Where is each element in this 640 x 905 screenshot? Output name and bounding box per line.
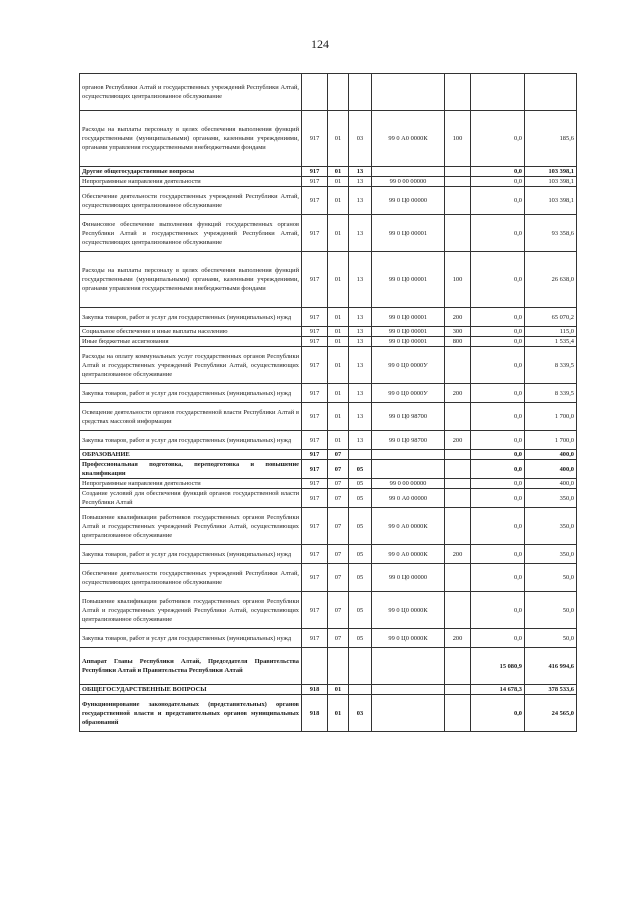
cell-amount-1 — [471, 74, 525, 111]
cell-target-article: 99 0 Ц0 0000К — [372, 592, 445, 629]
cell-name: Закупка товаров, работ и услуг для государственных (муниципальных) нужд — [80, 629, 302, 648]
cell-expense-type: 300 — [445, 327, 471, 337]
cell-target-article: 99 0 Ц0 00001 — [372, 252, 445, 308]
cell-grbs: 917 — [302, 384, 328, 403]
cell-expense-type — [445, 177, 471, 187]
cell-expense-type — [445, 187, 471, 215]
cell-amount-1: 14 678,3 — [471, 685, 525, 695]
cell-target-article: 99 0 А0 0000К — [372, 508, 445, 545]
cell-amount-1: 0,0 — [471, 384, 525, 403]
cell-target-article — [372, 450, 445, 460]
cell-section: 01 — [328, 111, 349, 167]
cell-amount-2: 115,0 — [525, 327, 577, 337]
cell-name: Повышение квалификации работников государственных органов Республики Алтай и государственных учреждений Республики Алтай, осуществляющих централизованное обслуживание — [80, 592, 302, 629]
cell-amount-2: 24 565,0 — [525, 695, 577, 732]
cell-expense-type: 100 — [445, 111, 471, 167]
cell-section: 01 — [328, 685, 349, 695]
cell-name: Создание условий для обеспечения функций органов государственной власти Республики Алтай — [80, 489, 302, 508]
cell-section: 01 — [328, 695, 349, 732]
cell-expense-type — [445, 592, 471, 629]
cell-amount-2: 400,0 — [525, 479, 577, 489]
cell-subsection: 05 — [349, 489, 372, 508]
cell-grbs — [302, 74, 328, 111]
cell-amount-1: 0,0 — [471, 450, 525, 460]
cell-section: 01 — [328, 215, 349, 252]
cell-expense-type — [445, 489, 471, 508]
cell-amount-1: 0,0 — [471, 167, 525, 177]
cell-grbs: 917 — [302, 545, 328, 564]
cell-target-article — [372, 695, 445, 732]
table-row — [80, 347, 577, 384]
cell-grbs: 918 — [302, 695, 328, 732]
cell-name: Непрограммные направления деятельности — [80, 479, 302, 489]
cell-amount-1: 0,0 — [471, 327, 525, 337]
cell-amount-1: 0,0 — [471, 111, 525, 167]
cell-name: ОБЩЕГОСУДАРСТВЕННЫЕ ВОПРОСЫ — [80, 685, 302, 695]
cell-subsection: 13 — [349, 347, 372, 384]
cell-amount-1: 15 080,9 — [471, 648, 525, 685]
cell-grbs: 917 — [302, 564, 328, 592]
cell-target-article: 99 0 Ц0 0000У — [372, 347, 445, 384]
table-row — [80, 592, 577, 629]
table-row — [80, 187, 577, 215]
cell-subsection: 05 — [349, 508, 372, 545]
table-row — [80, 403, 577, 431]
table-row — [80, 431, 577, 450]
cell-section: 01 — [328, 337, 349, 347]
cell-amount-2: 50,0 — [525, 564, 577, 592]
cell-subsection: 05 — [349, 564, 372, 592]
table-row — [80, 327, 577, 337]
cell-target-article: 99 0 Ц0 00000 — [372, 564, 445, 592]
cell-amount-2: 400,0 — [525, 460, 577, 479]
cell-name: Иные бюджетные ассигнования — [80, 337, 302, 347]
cell-grbs: 917 — [302, 629, 328, 648]
table-row — [80, 685, 577, 695]
cell-amount-2: 103 398,1 — [525, 187, 577, 215]
cell-amount-1: 0,0 — [471, 347, 525, 384]
cell-name: Закупка товаров, работ и услуг для государственных (муниципальных) нужд — [80, 545, 302, 564]
table-row — [80, 308, 577, 327]
cell-amount-2: 350,0 — [525, 489, 577, 508]
cell-name: Другие общегосударственные вопросы — [80, 167, 302, 177]
cell-subsection: 13 — [349, 431, 372, 450]
table-row — [80, 450, 577, 460]
cell-name: Профессиональная подготовка, переподготовка и повышение квалификации — [80, 460, 302, 479]
table-row — [80, 460, 577, 479]
cell-expense-type: 200 — [445, 629, 471, 648]
budget-table — [79, 73, 577, 732]
cell-target-article — [372, 685, 445, 695]
cell-name: Расходы на оплату коммунальных услуг государственных органов Республики Алтай и государственных учреждений Республики Алтай, осуществляющих централизованное обслуживание — [80, 347, 302, 384]
cell-subsection: 13 — [349, 187, 372, 215]
cell-amount-1: 0,0 — [471, 460, 525, 479]
cell-amount-2: 8 339,5 — [525, 384, 577, 403]
cell-amount-2: 8 339,5 — [525, 347, 577, 384]
cell-target-article — [372, 460, 445, 479]
cell-section: 07 — [328, 489, 349, 508]
cell-target-article — [372, 648, 445, 685]
cell-subsection: 13 — [349, 384, 372, 403]
cell-subsection: 13 — [349, 308, 372, 327]
cell-target-article: 99 0 Ц0 00001 — [372, 215, 445, 252]
cell-grbs: 917 — [302, 327, 328, 337]
table-row — [80, 177, 577, 187]
cell-amount-2: 50,0 — [525, 629, 577, 648]
cell-grbs — [302, 648, 328, 685]
table-row — [80, 695, 577, 732]
cell-amount-2: 1 700,0 — [525, 403, 577, 431]
cell-amount-2: 378 533,6 — [525, 685, 577, 695]
cell-target-article: 99 0 Ц0 00000 — [372, 187, 445, 215]
table-row — [80, 384, 577, 403]
cell-grbs: 917 — [302, 215, 328, 252]
table-row — [80, 648, 577, 685]
page-number: 124 — [311, 37, 329, 51]
cell-grbs: 917 — [302, 347, 328, 384]
cell-target-article: 99 0 Ц0 00001 — [372, 308, 445, 327]
cell-section: 07 — [328, 592, 349, 629]
table-row — [80, 508, 577, 545]
cell-amount-1: 0,0 — [471, 592, 525, 629]
cell-amount-1: 0,0 — [471, 177, 525, 187]
cell-subsection — [349, 450, 372, 460]
cell-expense-type — [445, 450, 471, 460]
cell-amount-1: 0,0 — [471, 337, 525, 347]
cell-name: Финансовое обеспечение выполнения функций государственных органов Республики Алтай и государственных учреждений Республики Алтай, осуществляющих централизованное обслуживание — [80, 215, 302, 252]
cell-amount-1: 0,0 — [471, 431, 525, 450]
cell-grbs: 917 — [302, 337, 328, 347]
cell-amount-1: 0,0 — [471, 479, 525, 489]
cell-subsection: 13 — [349, 252, 372, 308]
cell-target-article: 99 0 Ц0 0000К — [372, 629, 445, 648]
cell-subsection: 05 — [349, 629, 372, 648]
cell-target-article: 99 0 Ц0 00001 — [372, 337, 445, 347]
cell-section: 07 — [328, 564, 349, 592]
cell-amount-1: 0,0 — [471, 564, 525, 592]
cell-name: Закупка товаров, работ и услуг для государственных (муниципальных) нужд — [80, 384, 302, 403]
cell-target-article — [372, 74, 445, 111]
cell-grbs: 917 — [302, 177, 328, 187]
cell-target-article: 99 0 Ц0 98700 — [372, 403, 445, 431]
cell-amount-1: 0,0 — [471, 308, 525, 327]
cell-name: Закупка товаров, работ и услуг для государственных (муниципальных) нужд — [80, 431, 302, 450]
table-row — [80, 74, 577, 111]
cell-amount-1: 0,0 — [471, 489, 525, 508]
table-row — [80, 479, 577, 489]
cell-amount-2: 1 700,0 — [525, 431, 577, 450]
table-row — [80, 629, 577, 648]
cell-grbs: 917 — [302, 252, 328, 308]
cell-grbs: 917 — [302, 167, 328, 177]
table-row — [80, 252, 577, 308]
cell-expense-type — [445, 74, 471, 111]
cell-expense-type — [445, 215, 471, 252]
cell-section: 07 — [328, 450, 349, 460]
cell-amount-2: 26 638,0 — [525, 252, 577, 308]
cell-expense-type — [445, 685, 471, 695]
cell-amount-1: 0,0 — [471, 508, 525, 545]
cell-target-article — [372, 167, 445, 177]
cell-name: Обеспечение деятельности государственных учреждений Республики Алтай, осуществляющих централизованное обслуживание — [80, 187, 302, 215]
cell-amount-1: 0,0 — [471, 187, 525, 215]
cell-section: 01 — [328, 252, 349, 308]
cell-amount-2: 416 994,6 — [525, 648, 577, 685]
cell-section — [328, 648, 349, 685]
cell-name: органов Республики Алтай и государственных учреждений Республики Алтай, осуществляющих централизованное обслуживание — [80, 74, 302, 111]
cell-expense-type — [445, 648, 471, 685]
cell-grbs: 917 — [302, 187, 328, 215]
table-row — [80, 564, 577, 592]
cell-section: 07 — [328, 508, 349, 545]
cell-amount-2: 50,0 — [525, 592, 577, 629]
cell-section: 07 — [328, 545, 349, 564]
cell-target-article: 99 0 Ц0 98700 — [372, 431, 445, 450]
cell-expense-type — [445, 508, 471, 545]
cell-target-article: 99 0 00 00000 — [372, 479, 445, 489]
cell-amount-2: 400,0 — [525, 450, 577, 460]
cell-amount-1: 0,0 — [471, 695, 525, 732]
table-row — [80, 489, 577, 508]
cell-subsection: 05 — [349, 460, 372, 479]
cell-grbs: 917 — [302, 460, 328, 479]
table-row — [80, 545, 577, 564]
cell-expense-type — [445, 564, 471, 592]
cell-expense-type — [445, 167, 471, 177]
cell-expense-type — [445, 479, 471, 489]
cell-expense-type — [445, 347, 471, 384]
cell-section: 01 — [328, 177, 349, 187]
cell-name: Обеспечение деятельности государственных учреждений Республики Алтай, осуществляющих централизованное обслуживание — [80, 564, 302, 592]
cell-expense-type: 200 — [445, 431, 471, 450]
cell-grbs: 918 — [302, 685, 328, 695]
cell-section: 01 — [328, 327, 349, 337]
cell-subsection: 03 — [349, 111, 372, 167]
cell-subsection: 13 — [349, 327, 372, 337]
cell-section: 01 — [328, 167, 349, 177]
cell-amount-2: 103 398,1 — [525, 177, 577, 187]
cell-grbs: 917 — [302, 450, 328, 460]
cell-amount-2 — [525, 74, 577, 111]
cell-subsection: 05 — [349, 545, 372, 564]
cell-expense-type — [445, 460, 471, 479]
cell-subsection: 13 — [349, 215, 372, 252]
cell-name: Расходы на выплаты персоналу в целях обеспечения выполнения функций государственными (муниципальными) органами, казенными учреждениями, органами управления государственными внебюджетными фондами — [80, 252, 302, 308]
cell-section: 01 — [328, 308, 349, 327]
table-row — [80, 215, 577, 252]
cell-target-article: 99 0 А0 0000К — [372, 111, 445, 167]
cell-expense-type: 100 — [445, 252, 471, 308]
cell-amount-2: 103 398,1 — [525, 167, 577, 177]
cell-section — [328, 74, 349, 111]
cell-grbs: 917 — [302, 489, 328, 508]
cell-grbs: 917 — [302, 111, 328, 167]
cell-grbs: 917 — [302, 508, 328, 545]
cell-name: Социальное обеспечение и иные выплаты населению — [80, 327, 302, 337]
cell-amount-2: 185,6 — [525, 111, 577, 167]
cell-subsection: 05 — [349, 479, 372, 489]
cell-subsection: 05 — [349, 592, 372, 629]
cell-subsection — [349, 685, 372, 695]
cell-expense-type: 200 — [445, 308, 471, 327]
cell-name: Аппарат Главы Республики Алтай, Председателя Правительства Республики Алтай и Правительства Республики Алтай — [80, 648, 302, 685]
cell-target-article: 99 0 00 00000 — [372, 177, 445, 187]
table-row — [80, 111, 577, 167]
cell-section: 01 — [328, 384, 349, 403]
cell-target-article: 99 0 Ц0 00001 — [372, 327, 445, 337]
cell-amount-1: 0,0 — [471, 403, 525, 431]
cell-section: 01 — [328, 187, 349, 215]
cell-amount-2: 350,0 — [525, 508, 577, 545]
cell-section: 01 — [328, 431, 349, 450]
cell-amount-1: 0,0 — [471, 215, 525, 252]
cell-name: ОБРАЗОВАНИЕ — [80, 450, 302, 460]
cell-subsection: 13 — [349, 167, 372, 177]
cell-name: Непрограммные направления деятельности — [80, 177, 302, 187]
cell-amount-2: 350,0 — [525, 545, 577, 564]
cell-subsection — [349, 74, 372, 111]
cell-expense-type: 800 — [445, 337, 471, 347]
cell-subsection: 13 — [349, 403, 372, 431]
cell-target-article: 99 0 А0 0000К — [372, 545, 445, 564]
cell-expense-type — [445, 403, 471, 431]
cell-grbs: 917 — [302, 479, 328, 489]
cell-amount-2: 65 070,2 — [525, 308, 577, 327]
cell-grbs: 917 — [302, 431, 328, 450]
cell-amount-2: 1 535,4 — [525, 337, 577, 347]
cell-subsection: 03 — [349, 695, 372, 732]
cell-target-article: 99 0 Ц0 0000У — [372, 384, 445, 403]
cell-subsection — [349, 648, 372, 685]
table-row — [80, 167, 577, 177]
cell-target-article: 99 0 А0 00000 — [372, 489, 445, 508]
cell-section: 01 — [328, 403, 349, 431]
cell-name: Функционирование законодательных (представительных) органов государственной власти и представительных органов муниципальных образований — [80, 695, 302, 732]
cell-expense-type: 200 — [445, 545, 471, 564]
cell-amount-1: 0,0 — [471, 252, 525, 308]
cell-amount-1: 0,0 — [471, 545, 525, 564]
cell-name: Закупка товаров, работ и услуг для государственных (муниципальных) нужд — [80, 308, 302, 327]
cell-section: 07 — [328, 479, 349, 489]
table-body — [80, 74, 577, 732]
cell-subsection: 13 — [349, 177, 372, 187]
cell-name: Расходы на выплаты персоналу в целях обеспечения выполнения функций государственными (муниципальными) органами, казенными учреждениями, органами управления государственными внебюджетными фондами — [80, 111, 302, 167]
cell-amount-1: 0,0 — [471, 629, 525, 648]
cell-grbs: 917 — [302, 403, 328, 431]
cell-name: Повышение квалификации работников государственных органов Республики Алтай и государственных учреждений Республики Алтай, осуществляющих централизованное обслуживание — [80, 508, 302, 545]
cell-name: Освещение деятельности органов государственной власти Республики Алтай в средствах массовой информации — [80, 403, 302, 431]
cell-grbs: 917 — [302, 592, 328, 629]
cell-section: 01 — [328, 347, 349, 384]
cell-section: 07 — [328, 460, 349, 479]
table-row — [80, 337, 577, 347]
cell-section: 07 — [328, 629, 349, 648]
cell-subsection: 13 — [349, 337, 372, 347]
cell-expense-type — [445, 695, 471, 732]
cell-expense-type: 200 — [445, 384, 471, 403]
cell-grbs: 917 — [302, 308, 328, 327]
cell-amount-2: 93 358,6 — [525, 215, 577, 252]
